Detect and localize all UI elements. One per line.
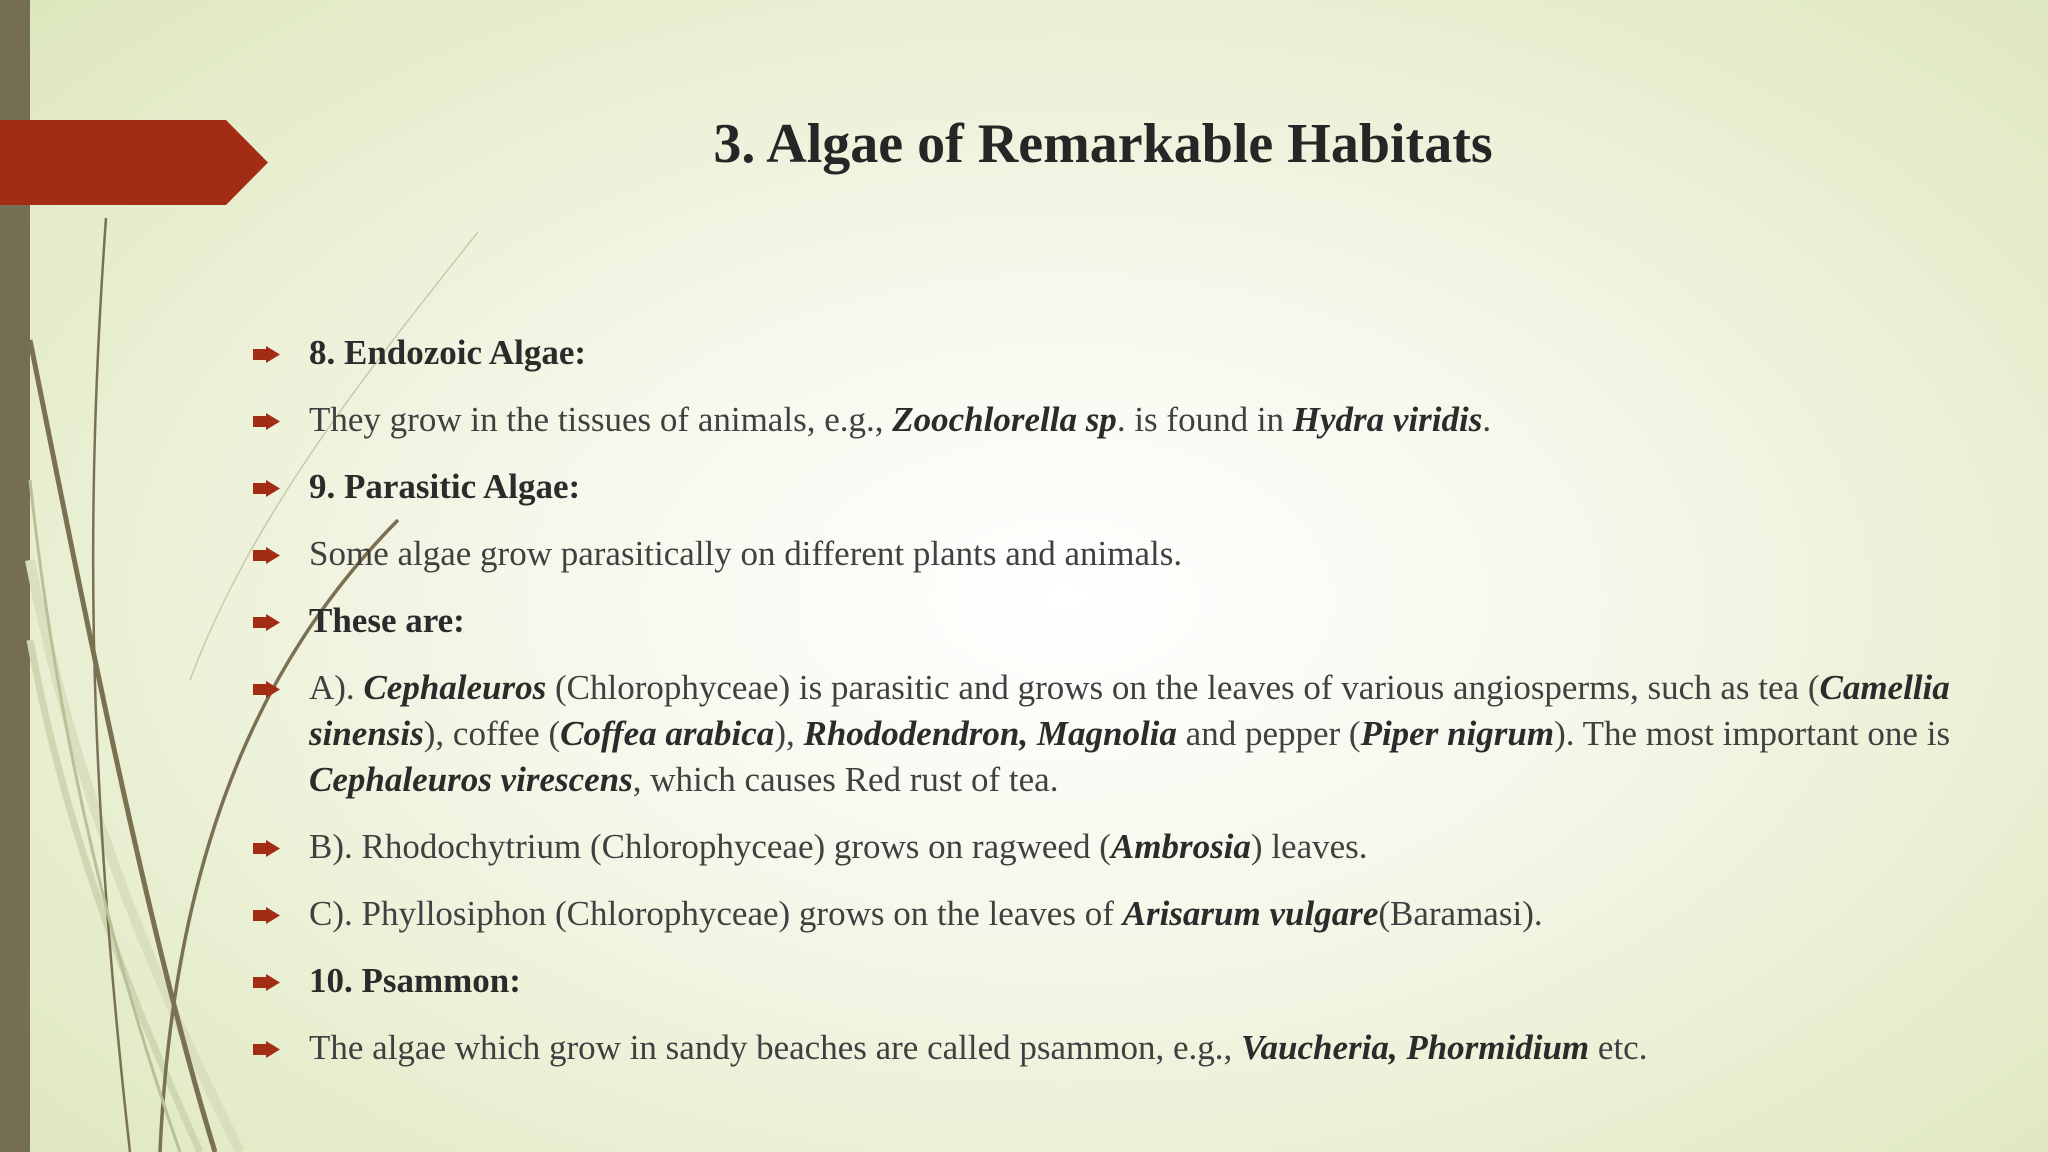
species-name: Ambrosia [1110, 827, 1251, 866]
bullet-arrow-icon [253, 907, 280, 924]
bullet-item [253, 397, 1963, 443]
species-name: Arisarum vulgare [1122, 894, 1379, 933]
bullet-text: C). Phyllosiphon (Chlorophyceae) grows on the leaves of [309, 894, 1123, 933]
bullet-text: ) leaves. [1250, 827, 1368, 866]
bullet-text: ), [774, 714, 804, 753]
bullet-item [253, 531, 1963, 577]
stem-line [30, 640, 200, 1152]
bullet-arrow-icon [253, 840, 280, 857]
bullet-arrow-icon [253, 614, 280, 631]
bullet-heading-text: 8. Endozoic Algae: [309, 333, 587, 372]
bullet-text: ), coffee ( [423, 714, 561, 753]
bullet-heading [253, 958, 1963, 1004]
bullet-text: Some algae grow parasitically on different plants and animals. [309, 534, 1183, 573]
bullet-text: ). The most important one is [1554, 714, 1951, 753]
bullet-text: B). Rhodochytrium (Chlorophyceae) grows on ragweed ( [309, 827, 1111, 866]
bullet-heading-text: 9. Parasitic Algae: [309, 467, 581, 506]
species-name: Cephaleuros virescens [309, 760, 633, 799]
bullet-text: . [1482, 400, 1492, 439]
bullet-list [253, 330, 1963, 1092]
bullet-text: , which causes Red rust of tea. [632, 760, 1059, 799]
bullet-item [253, 1025, 1963, 1071]
title-accent-arrow [0, 120, 268, 205]
species-name: Rhododendron, Magnolia [803, 714, 1177, 753]
bullet-arrow-icon [253, 413, 280, 430]
bullet-arrow-icon [253, 681, 280, 698]
bullet-text: A). [309, 668, 364, 707]
bullet-text: The algae which grow in sandy beaches are called psammon, e.g., [309, 1028, 1242, 1067]
stem-line [30, 560, 240, 1152]
bullet-item [253, 824, 1963, 870]
bullet-arrow-icon [253, 1041, 280, 1058]
slide-title: 3. Algae of Remarkable Habitats [713, 113, 1493, 175]
bullet-arrow-icon [253, 974, 280, 991]
bullet-heading [253, 330, 1963, 376]
bullet-heading [253, 464, 1963, 510]
bullet-arrow-icon [253, 480, 280, 497]
bullet-arrow-icon [253, 346, 280, 363]
species-name: Cephaleuros [363, 668, 547, 707]
species-name: Piper nigrum [1360, 714, 1555, 753]
bullet-item [253, 891, 1963, 937]
bullet-text: (Baramasi). [1378, 894, 1543, 933]
bullet-text: etc. [1589, 1028, 1648, 1067]
species-name: Zoochlorella sp [892, 400, 1117, 439]
bullet-heading-text: These are: [309, 601, 465, 640]
bullet-heading [253, 598, 1963, 644]
species-name: Camellia sinensis [309, 668, 1950, 753]
bullet-text: (Chlorophyceae) is parasitic and grows on the leaves of various angiosperms, such as tea ( [546, 668, 1820, 707]
bullet-text: and pepper ( [1176, 714, 1361, 753]
species-name: Vaucheria, Phormidium [1241, 1028, 1590, 1067]
bullet-arrow-icon [253, 547, 280, 564]
bullet-item [253, 665, 1963, 803]
bullet-heading-text: 10. Psammon: [309, 961, 521, 1000]
species-name: Coffea arabica [560, 714, 775, 753]
bullet-text: . is found in [1116, 400, 1293, 439]
bullet-text: They grow in the tissues of animals, e.g., [309, 400, 893, 439]
species-name: Hydra viridis [1292, 400, 1483, 439]
